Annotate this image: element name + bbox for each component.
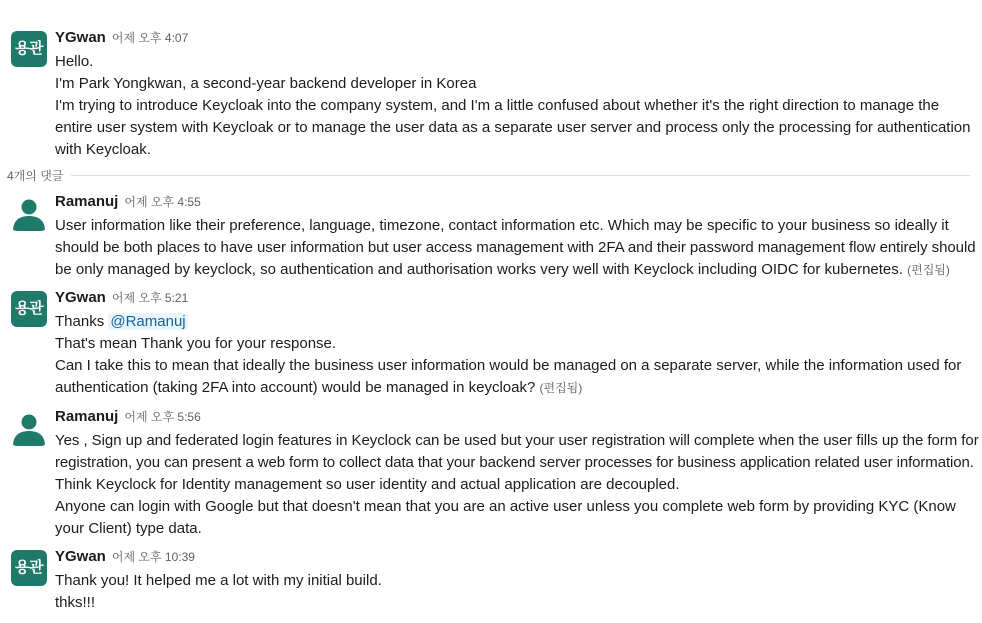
message-line: your Client) type data. bbox=[55, 520, 202, 537]
sender-name[interactable]: YGwan bbox=[55, 289, 106, 306]
message-line: That's mean Thank you for your response. bbox=[55, 335, 337, 352]
timestamp[interactable]: 어제 오후 4:07 bbox=[111, 31, 189, 45]
avatar[interactable] bbox=[11, 195, 47, 231]
message-line: User information like their preference, language, timezone, contact information etc. Which may be specific to your business so ideally it bbox=[55, 217, 949, 234]
message-line bbox=[55, 311, 980, 333]
message-line bbox=[55, 259, 980, 281]
message-line: I'm trying to introduce Keycloak into the company system, and I'm a little confused about whether it's the right direction to manage the bbox=[55, 97, 940, 114]
message-line: Can I take this to mean that ideally the business user information would be managed on a separate server, while the information used for bbox=[55, 357, 962, 374]
message-header bbox=[55, 29, 188, 47]
avatar[interactable] bbox=[11, 410, 47, 446]
avatar[interactable]: 용관 bbox=[11, 291, 47, 327]
avatar[interactable]: 용관 bbox=[11, 31, 47, 67]
message-line: with Keycloak. bbox=[55, 141, 151, 158]
message-line: thks!!! bbox=[55, 594, 96, 611]
reply-count: 4개의 댓글 bbox=[7, 167, 71, 184]
sender-name[interactable]: YGwan bbox=[55, 548, 106, 565]
message[interactable] bbox=[0, 193, 982, 283]
divider-rule bbox=[7, 175, 970, 176]
message-line: I'm Park Yongkwan, a second-year backend developer in Korea bbox=[55, 75, 477, 92]
message-header bbox=[55, 408, 201, 426]
timestamp[interactable]: 어제 오후 5:21 bbox=[111, 291, 189, 305]
message[interactable] bbox=[0, 289, 982, 399]
avatar[interactable]: 용관 bbox=[11, 550, 47, 586]
user-icon bbox=[11, 195, 47, 231]
message-body bbox=[55, 430, 980, 540]
sender-name[interactable]: YGwan bbox=[55, 29, 106, 46]
timestamp[interactable]: 어제 오후 10:39 bbox=[111, 550, 195, 564]
message-line: Think Keyclock for Identity management so user identity and actual application are decoupled. bbox=[55, 476, 680, 493]
message-line: should be both places to have user information but user access management with 2FA and their password management flow entirely should bbox=[55, 239, 976, 256]
message-header bbox=[55, 289, 188, 307]
sender-name[interactable]: Ramanuj bbox=[55, 193, 119, 210]
message-line: Hello. bbox=[55, 53, 94, 70]
message-header bbox=[55, 548, 195, 566]
message-line: Thank you! It helped me a lot with my initial build. bbox=[55, 572, 382, 589]
message-body bbox=[55, 215, 980, 281]
timestamp[interactable]: 어제 오후 5:56 bbox=[124, 410, 201, 424]
message-text: authentication (taking 2FA into account) would be managed in keycloak? bbox=[55, 379, 536, 396]
message[interactable] bbox=[0, 408, 982, 540]
message-line bbox=[55, 377, 980, 399]
edited-label: (편집됨) bbox=[907, 263, 950, 277]
message-line: Yes , Sign up and federated login features in Keyclock can be used but your user registration will complete when the user fills up the form for bbox=[55, 432, 979, 449]
message-text: Thanks bbox=[55, 313, 105, 330]
message-line: Anyone can login with Google but that doesn't mean that you are an active user unless you complete web form by providing KYC (Know bbox=[55, 498, 956, 515]
user-mention[interactable]: @Ramanuj bbox=[110, 313, 186, 330]
message[interactable] bbox=[0, 548, 982, 614]
replies-divider bbox=[0, 166, 970, 184]
edited-label: (편집됨) bbox=[539, 381, 583, 395]
message-body bbox=[55, 51, 980, 161]
message-line: entire user system with Keycloak or to manage the user data as a separate user server and process only the processing for authentication bbox=[55, 119, 971, 136]
sender-name[interactable]: Ramanuj bbox=[55, 408, 119, 425]
message-body bbox=[55, 311, 980, 399]
message-text: be only managed by keyclock, so authentication and authorisation works very well with Keyclock including OIDC for kubernetes. bbox=[55, 261, 903, 278]
user-icon bbox=[11, 410, 47, 446]
message-header bbox=[55, 193, 201, 211]
message[interactable] bbox=[0, 29, 982, 161]
message-body bbox=[55, 570, 980, 614]
timestamp[interactable]: 어제 오후 4:55 bbox=[124, 195, 201, 209]
message-line: registration, you can present a web form to collect data that your backend server processes for business application related user information. bbox=[55, 454, 974, 471]
